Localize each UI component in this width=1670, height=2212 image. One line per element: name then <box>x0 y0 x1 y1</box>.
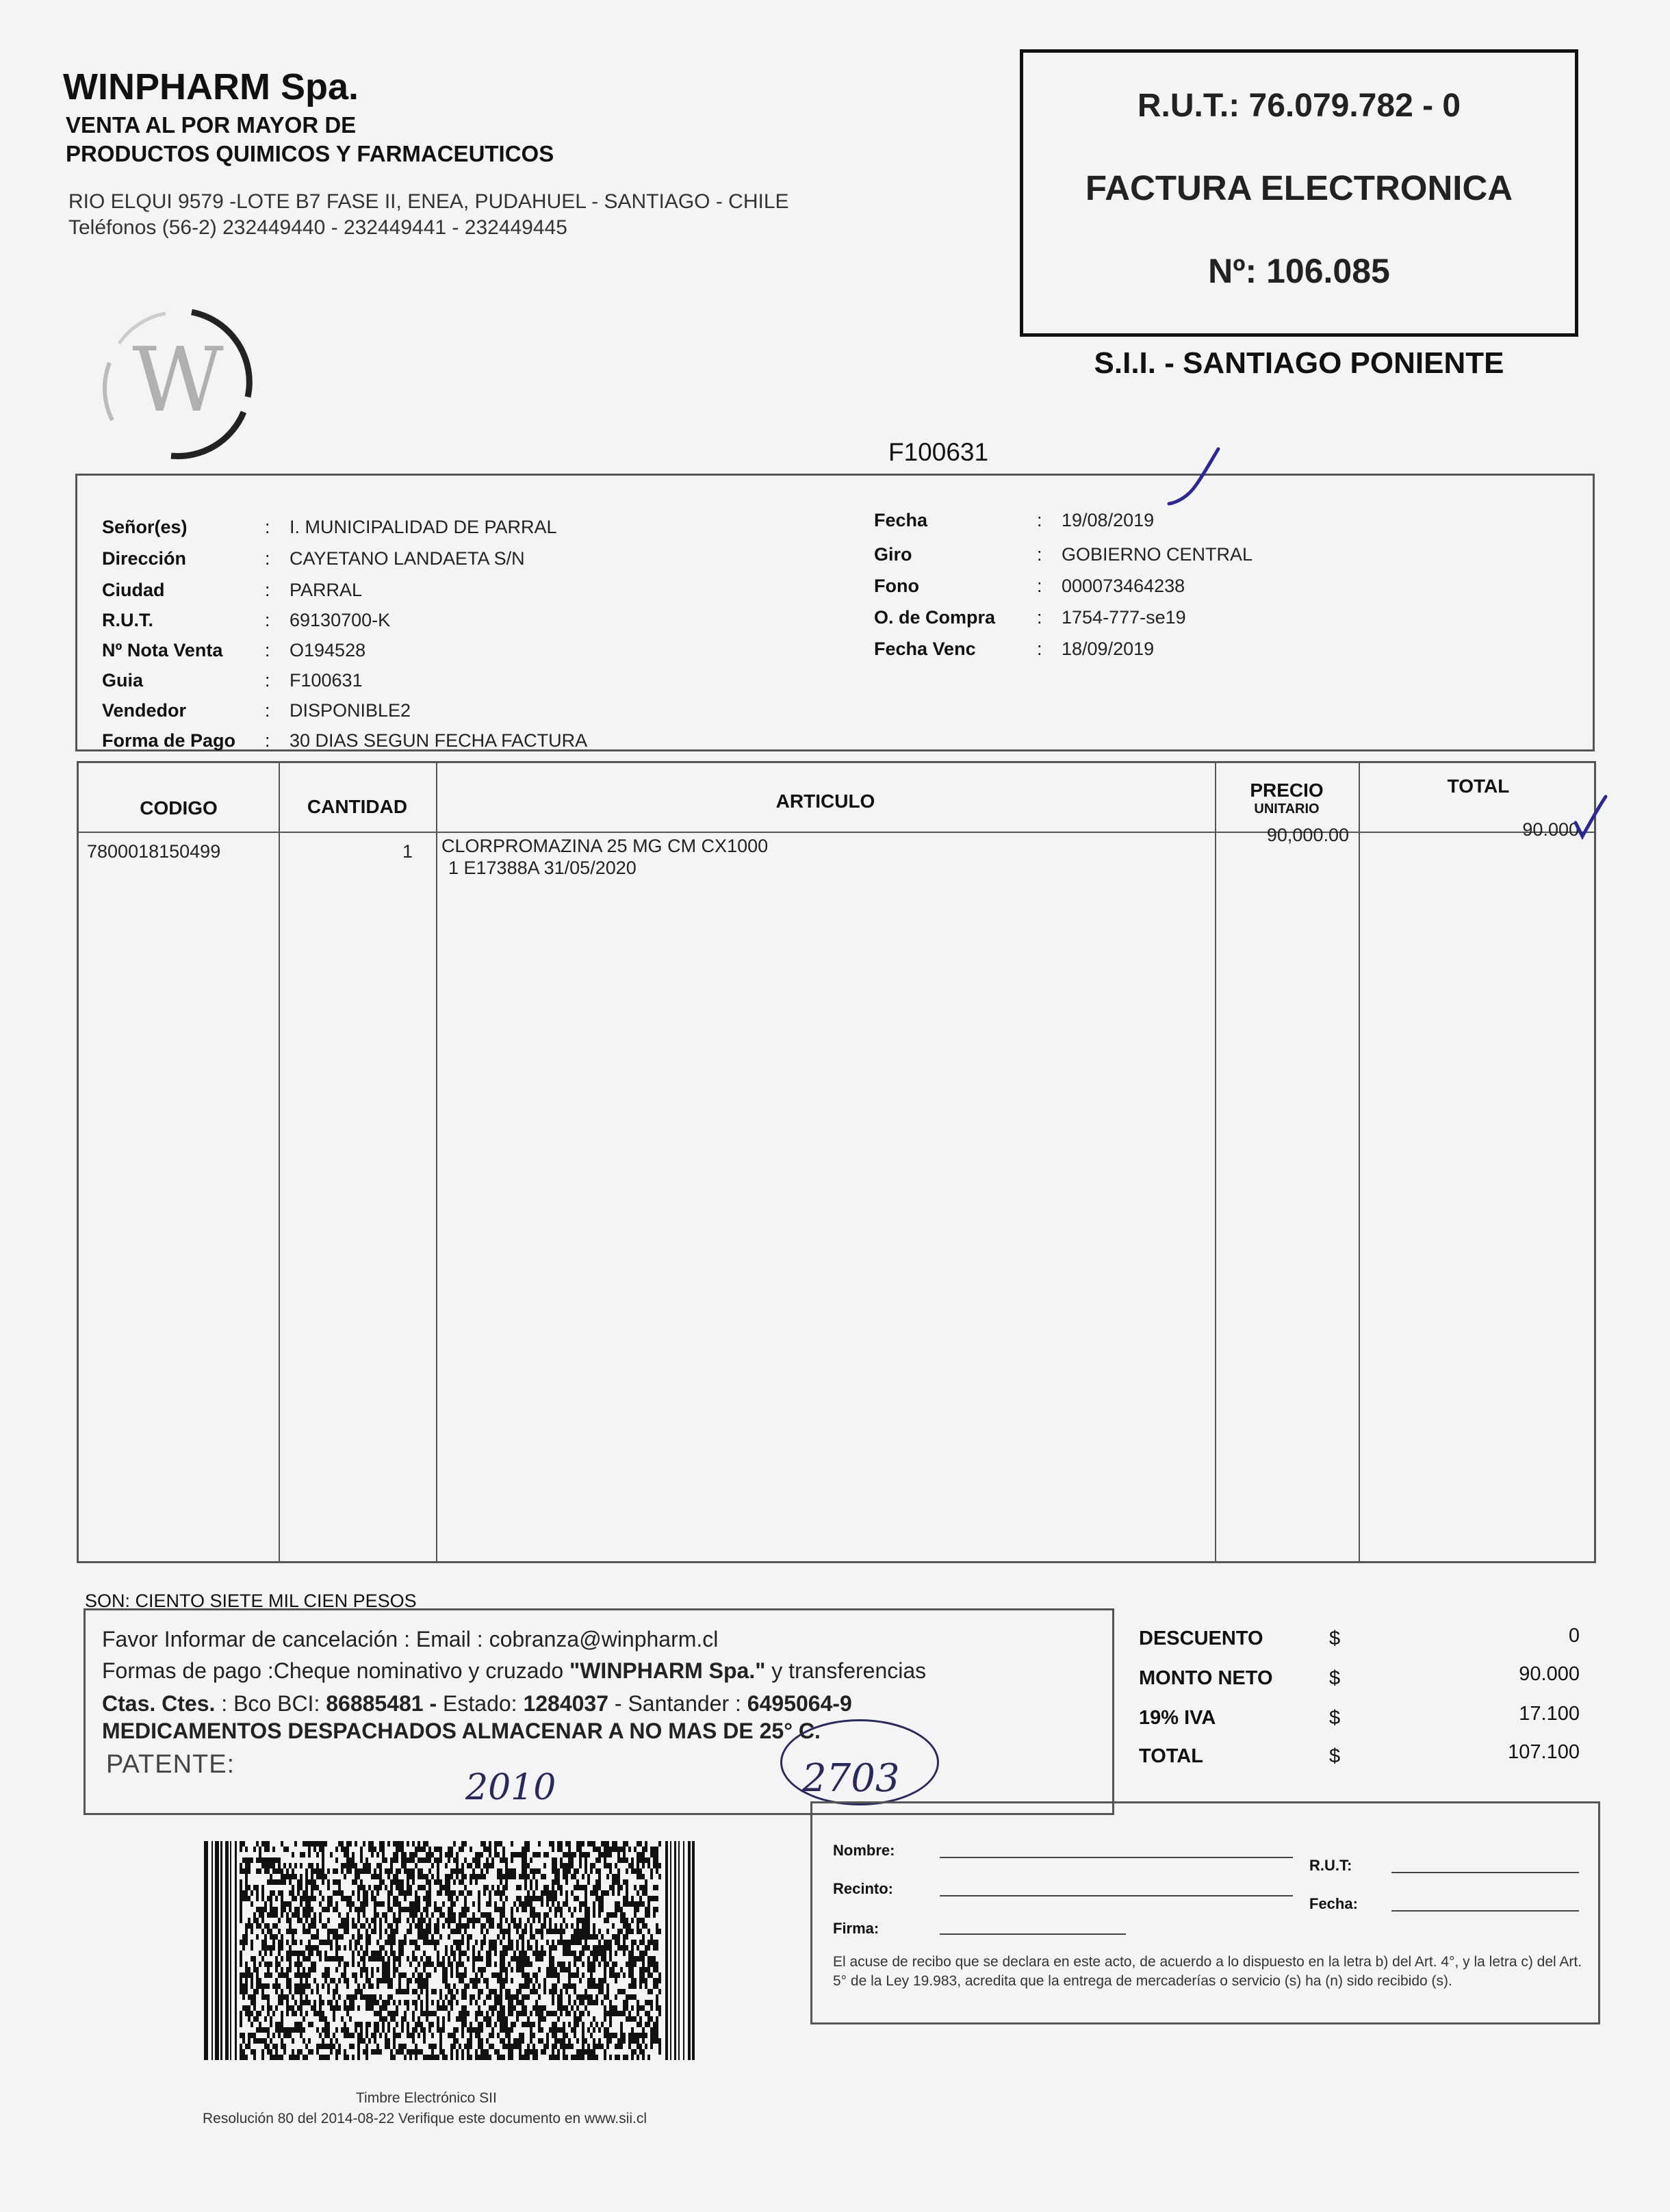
total-currency: $ <box>1329 1628 1341 1649</box>
cell-articulo: CLORPROMAZINA 25 MG CM CX1000 <box>441 836 769 856</box>
company-name: WINPHARM Spa. <box>63 66 359 107</box>
note-email: Favor Informar de cancelación : Email : cobranza@winpharm.cl <box>102 1627 719 1651</box>
column-header-precio-sub: UNITARIO <box>1254 801 1320 815</box>
cell-cantidad: 1 <box>402 841 413 862</box>
handwritten-year: 2010 <box>465 1767 556 1808</box>
field-value: DISPONIBLE2 <box>290 700 411 721</box>
total-label: DESCUENTO <box>1139 1628 1263 1649</box>
company-phones: Teléfonos (56-2) 232449440 - 232449441 - 232449445 <box>68 216 567 239</box>
items-table <box>77 761 1596 1563</box>
field-value: CAYETANO LANDAETA S/N <box>290 548 525 569</box>
total-value: 107.100 <box>1508 1741 1580 1763</box>
cell-articulo-lote: 1 E17388A 31/05/2020 <box>448 858 637 878</box>
rut-line <box>1391 1872 1579 1873</box>
column-header-cantidad: CANTIDAD <box>307 796 408 817</box>
field-label: Fecha <box>874 510 928 530</box>
field-forma-pago: Forma de Pago : 30 DIAS SEGUN FECHA FACTURA <box>102 730 588 751</box>
guia-reference: F100631 <box>888 438 989 466</box>
cell-codigo: 7800018150499 <box>87 841 221 862</box>
field-rut: R.U.T. : 69130700-K <box>102 610 391 630</box>
check-mark-icon <box>1571 794 1610 845</box>
cell-total: 90.000 <box>1522 819 1579 840</box>
reception-legal-text: El acuse de recibo que se declara en este acto, de acuerdo a lo dispuesto en la letra b) del Art. 4°, y la letra c) del Art. 5° de la Ley 19.983, acredita que la entrega de mercaderías o servicio (s) ha (n) sido recibido (s). <box>833 1954 1582 1989</box>
rut-label: R.U.T: <box>1309 1857 1352 1874</box>
field-value: 000073464238 <box>1062 576 1185 596</box>
company-logo <box>89 294 267 472</box>
total-currency: $ <box>1329 1707 1341 1729</box>
issuer-rut: R.U.T.: 76.079.782 - 0 <box>1137 88 1461 124</box>
nombre-line <box>940 1857 1293 1858</box>
company-tagline-1: VENTA AL POR MAYOR DE <box>66 112 357 138</box>
resolucion-text: Resolución 80 del 2014-08-22 Verifique este documento en www.sii.cl <box>203 2111 647 2126</box>
note-bank-accounts: Ctas. Ctes. : Bco BCI: 86885481 - Estado: 1284037 - Santander : 6495064-9 <box>102 1691 852 1716</box>
field-label: Fecha Venc <box>874 639 976 659</box>
field-fecha-venc: Fecha Venc : 18/09/2019 <box>874 639 1155 659</box>
field-direccion: Dirección : CAYETANO LANDAETA S/N <box>102 548 525 569</box>
patente-label: PATENTE: <box>106 1750 235 1779</box>
field-label: R.U.T. <box>102 610 154 630</box>
field-label: Giro <box>874 544 912 565</box>
field-label: Guia <box>102 670 144 691</box>
recinto-label: Recinto: <box>833 1880 893 1897</box>
field-value: F100631 <box>290 670 363 691</box>
company-address: RIO ELQUI 9579 -LOTE B7 FASE II, ENEA, PUDAHUEL - SANTIAGO - CHILE <box>68 190 789 213</box>
field-label: Nº Nota Venta <box>102 640 223 660</box>
field-giro: Giro : GOBIERNO CENTRAL <box>874 544 1253 565</box>
firma-label: Firma: <box>833 1920 879 1937</box>
nombre-label: Nombre: <box>833 1842 895 1859</box>
payment-notes-box <box>84 1608 1114 1815</box>
amount-in-words: SON: CIENTO SIETE MIL CIEN PESOS <box>85 1591 417 1611</box>
total-label: MONTO NETO <box>1139 1667 1273 1689</box>
note-storage: MEDICAMENTOS DESPACHADOS ALMACENAR A NO MAS DE 25° C. <box>102 1719 821 1743</box>
field-value: 19/08/2019 <box>1062 510 1155 530</box>
total-value: 90.000 <box>1519 1663 1580 1685</box>
reception-acknowledgement-box <box>810 1801 1600 2024</box>
field-value: GOBIERNO CENTRAL <box>1062 544 1253 565</box>
field-value: 69130700-K <box>290 610 391 630</box>
field-guia: Guia : F100631 <box>102 670 363 691</box>
field-ciudad: Ciudad : PARRAL <box>102 580 363 600</box>
fecha-label: Fecha: <box>1309 1895 1358 1912</box>
field-senores: Señor(es) : I. MUNICIPALIDAD DE PARRAL <box>102 517 557 537</box>
field-value: O194528 <box>290 640 366 660</box>
field-label: Fono <box>874 576 919 596</box>
invoice-id-box <box>1020 49 1578 337</box>
column-header-articulo: ARTICULO <box>775 790 875 812</box>
company-tagline-2: PRODUCTOS QUIMICOS Y FARMACEUTICOS <box>66 141 554 166</box>
field-label: Señor(es) <box>102 517 188 537</box>
field-label: Vendedor <box>102 700 187 721</box>
field-label: Dirección <box>102 548 187 569</box>
field-fono: Fono : 000073464238 <box>874 576 1185 596</box>
field-fecha: Fecha : 19/08/2019 <box>874 510 1155 530</box>
firma-line <box>940 1933 1126 1935</box>
field-value: 18/09/2019 <box>1062 639 1155 659</box>
check-mark-icon <box>1164 445 1225 513</box>
recinto-line <box>940 1895 1293 1896</box>
field-value: 30 DIAS SEGUN FECHA FACTURA <box>290 730 588 751</box>
cell-precio: 90,000.00 <box>1266 825 1349 845</box>
field-vendedor: Vendedor : DISPONIBLE2 <box>102 700 411 721</box>
total-currency: $ <box>1329 1667 1341 1689</box>
total-value: 17.100 <box>1519 1703 1580 1725</box>
note-payment-forms: Formas de pago :Cheque nominativo y cruzado "WINPHARM Spa." y transferencias <box>102 1658 927 1683</box>
timbre-label: Timbre Electrónico SII <box>356 2090 497 2106</box>
electronic-stamp-barcode <box>204 1841 697 2060</box>
handwritten-circled-number: 2703 <box>802 1756 900 1801</box>
field-label: Ciudad <box>102 580 165 600</box>
field-value: PARRAL <box>290 580 363 600</box>
field-orden-compra: O. de Compra : 1754-777-se19 <box>874 607 1186 628</box>
total-currency: $ <box>1329 1745 1341 1767</box>
invoice-number: Nº: 106.085 <box>1208 252 1390 290</box>
field-nota-venta: Nº Nota Venta : O194528 <box>102 640 366 660</box>
total-value: 0 <box>1568 1625 1580 1647</box>
field-label: O. de Compra <box>874 607 996 628</box>
column-header-codigo: CODIGO <box>140 797 218 819</box>
sii-office: S.I.I. - SANTIAGO PONIENTE <box>1094 346 1504 380</box>
logo-letter: W <box>132 328 224 432</box>
field-value: 1754-777-se19 <box>1062 607 1186 628</box>
customer-info-box <box>75 474 1595 751</box>
fecha-line <box>1391 1910 1579 1912</box>
document-type: FACTURA ELECTRONICA <box>1085 168 1513 207</box>
column-header-total: TOTAL <box>1447 775 1510 797</box>
field-label: Forma de Pago <box>102 730 236 751</box>
field-value: I. MUNICIPALIDAD DE PARRAL <box>290 517 557 537</box>
total-label: 19% IVA <box>1139 1707 1216 1729</box>
total-label: TOTAL <box>1139 1745 1203 1767</box>
column-header-precio: PRECIO <box>1250 780 1324 801</box>
